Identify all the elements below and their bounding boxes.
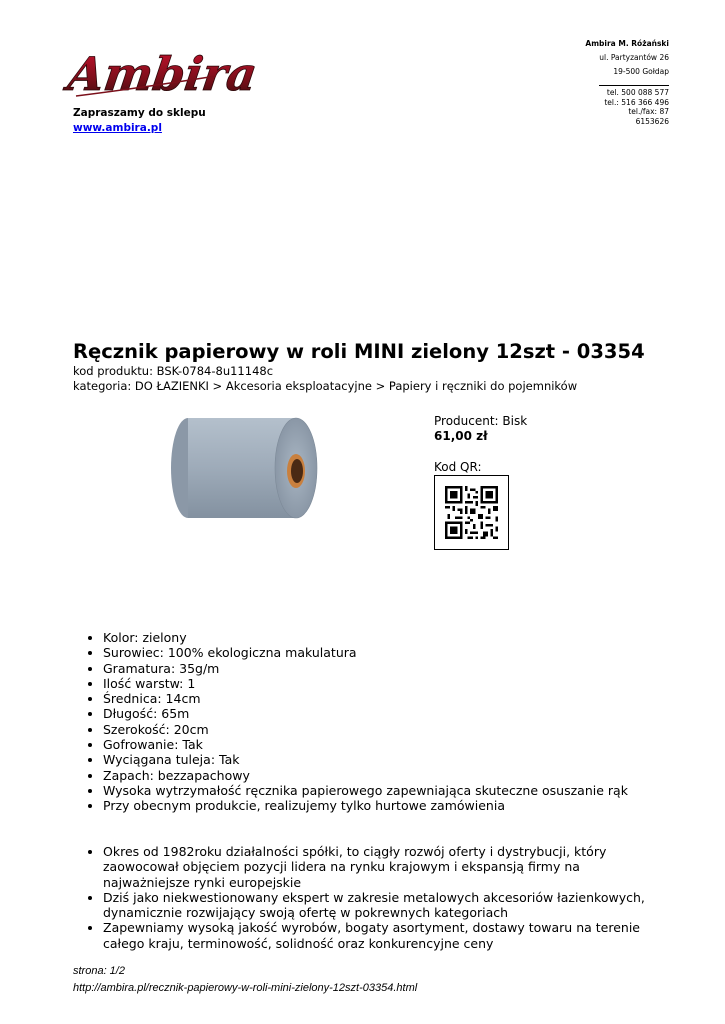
about-list (73, 844, 663, 951)
qr-code-icon (434, 475, 509, 550)
svg-text:Ambira: Ambira (64, 47, 261, 101)
product-code: kod produktu: BSK-0784-8u11148c (73, 364, 274, 378)
list-item: • Wyciągana tuleja: Tak (103, 752, 663, 767)
company-phone: tel. 500 088 577 (606, 88, 669, 97)
welcome-text: Zapraszamy do sklepu (73, 107, 206, 119)
list-item: • Surowiec: 100% ekologiczna makulatura (103, 645, 663, 660)
company-phone2: tel.: 516 366 496 (604, 97, 669, 107)
page-number: strona: 1/2 (73, 965, 125, 977)
product-sidebar (434, 414, 527, 550)
qr-label: Kod QR: (434, 460, 482, 474)
list-item: • Zapach: bezzapachowy (103, 768, 663, 783)
list-item: • Gramatura: 35g/m (103, 661, 663, 676)
product-image (160, 410, 325, 530)
list-item: • Zapewniamy wysoką jakość wyrobów, bogaty asortyment, dostawy towaru na terenie całego kraju, terminowość, solidność oraz konkurencyjne ceny (103, 920, 663, 951)
list-item: • Długość: 65m (103, 706, 663, 721)
feature-list (73, 630, 663, 814)
company-name: Ambira M. Różański (585, 39, 669, 48)
producer: Producent: Bisk (434, 414, 528, 428)
list-item: • Dziś jako niekwestionowany ekspert w zakresie metalowych akcesoriów łazienkowych, dynamicznie rozwijający swoją ofertę w pokrewnych kategoriach (103, 890, 663, 921)
list-item: • Przy obecnym produkcie, realizujemy tylko hurtowe zamówienia (103, 798, 663, 813)
product-title: Ręcznik papierowy w roli MINI zielony 12szt - 03354 (73, 340, 645, 363)
site-link[interactable]: www.ambira.pl (73, 122, 162, 134)
company-info (585, 37, 669, 126)
list-item: • Kolor: zielony (103, 630, 663, 645)
list-item: • Średnica: 14cm (103, 691, 663, 706)
product-category: kategoria: DO ŁAZIENKI > Akcesoria eksploatacyjne > Papiery i ręczniki do pojemników (73, 379, 578, 393)
list-item: • Okres od 1982roku działalności spółki, to ciągły rozwój oferty i dystrybucji, który zaowocował objęciem pozycji lidera na rynku krajowym i ekspansją firmy na najważniejsze rynki europejskie (103, 844, 663, 890)
ambira-logo (64, 36, 261, 106)
company-city: 19-500 Gołdap (613, 67, 669, 76)
company-fax: tel./fax: 87 6153626 (628, 107, 669, 126)
list-item: • Wysoka wytrzymałość ręcznika papierowego zapewniająca skuteczne osuszanie rąk (103, 783, 663, 798)
company-contacts (599, 85, 669, 126)
company-street: ul. Partyzantów 26 (599, 53, 669, 62)
list-item: • Szerokość: 20cm (103, 722, 663, 737)
list-item: • Ilość warstw: 1 (103, 676, 663, 691)
price: 61,00 zł (434, 429, 488, 443)
page-url: http://ambira.pl/recznik-papierowy-w-roli-mini-zielony-12szt-03354.html (73, 982, 418, 994)
list-item: • Gofrowanie: Tak (103, 737, 663, 752)
